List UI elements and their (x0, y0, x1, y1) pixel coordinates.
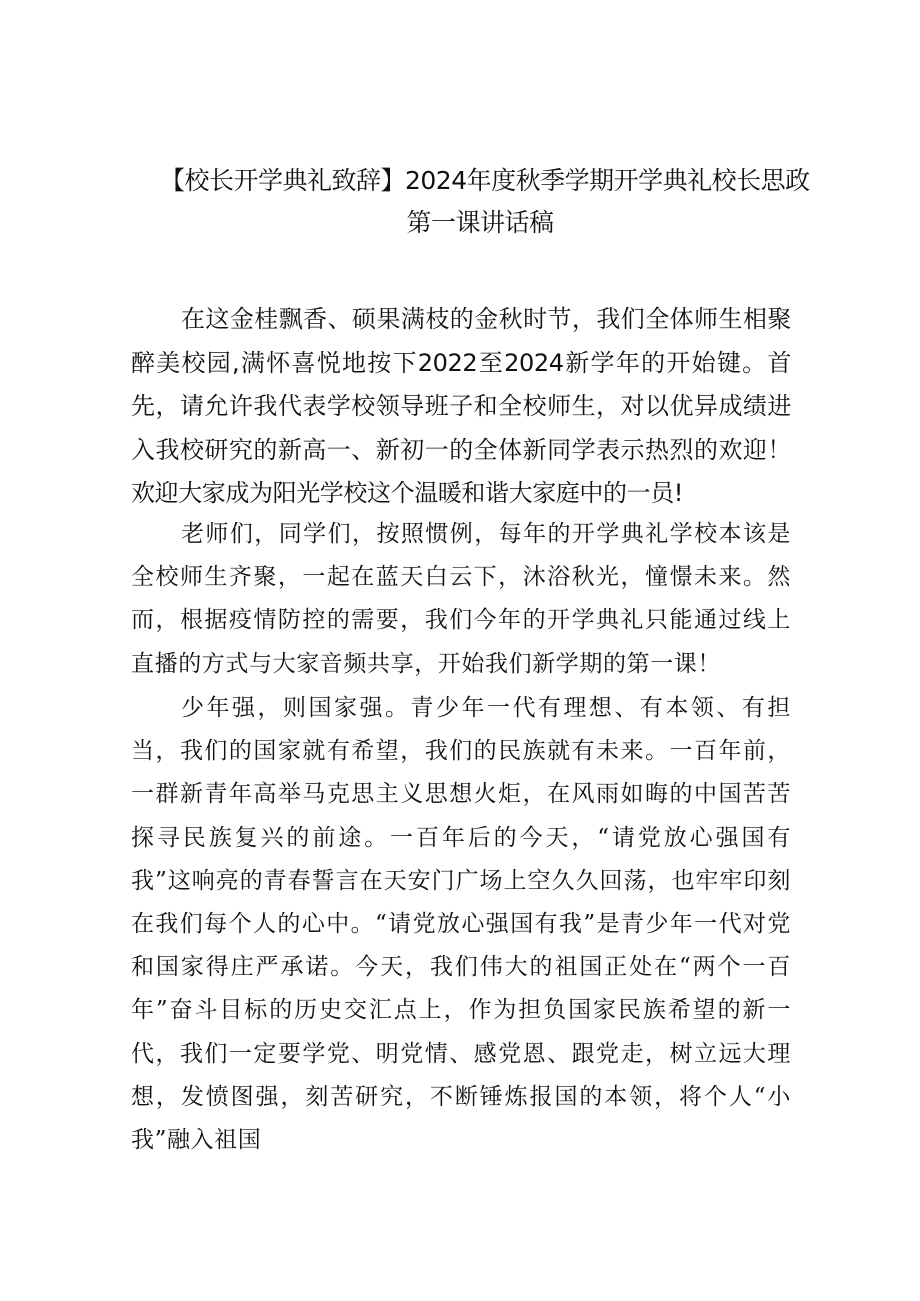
paragraph-3: 少年强，则国家强。青少年一代有理想、有本领、有担当，我们的国家就有希望，我们的民族就有未来。一百年前，一群新青年高举马克思主义思想火炬，在风雨如晦的中国苦苦探寻民族复兴的前途。一百年后的今天，“请党放心强国有我”这响亮的青春誓言在天安门广场上空久久回荡，也牢牢印刻在我们每个人的心中。“请党放心强国有我”是青少年一代对党和国家得庄严承诺。今天，我们伟大的祖国正处在“两个一百年”奋斗目标的历史交汇点上，作为担负国家民族希望的新一代，我们一定要学党、明党情、感党恩、跟党走，树立远大理想，发愤图强，刻苦研究，不断锤炼报国的本领，将个人“小我”融入祖国 (131, 695, 791, 1154)
title-line-1: 【校长开学典礼致辞】2024年度秋季学期开学典礼校长思政 (160, 166, 810, 195)
paragraph-1: 在这金桂飘香、硕果满枝的金秋时节，我们全体师生相聚醉美校园,满怀喜悦地按下2022至2024新学年的开始键。首先，请允许我代表学校领导班子和全校师生，对以优异成绩进入我校研究的新高一、新初一的全体新同学表示热烈的欢迎！欢迎大家成为阳光学校这个温暖和谐大家庭中的一员! (131, 305, 791, 507)
title-line-2: 第一课讲话稿 (406, 208, 554, 237)
document-title (160, 160, 810, 244)
paragraph-2: 老师们，同学们，按照惯例，每年的开学典礼学校本该是全校师生齐聚，一起在蓝天白云下，沐浴秋光，憧憬未来。然而，根据疫情防控的需要，我们今年的开学典礼只能通过线上直播的方式与大家音频共享，开始我们新学期的第一课！ (131, 521, 791, 677)
